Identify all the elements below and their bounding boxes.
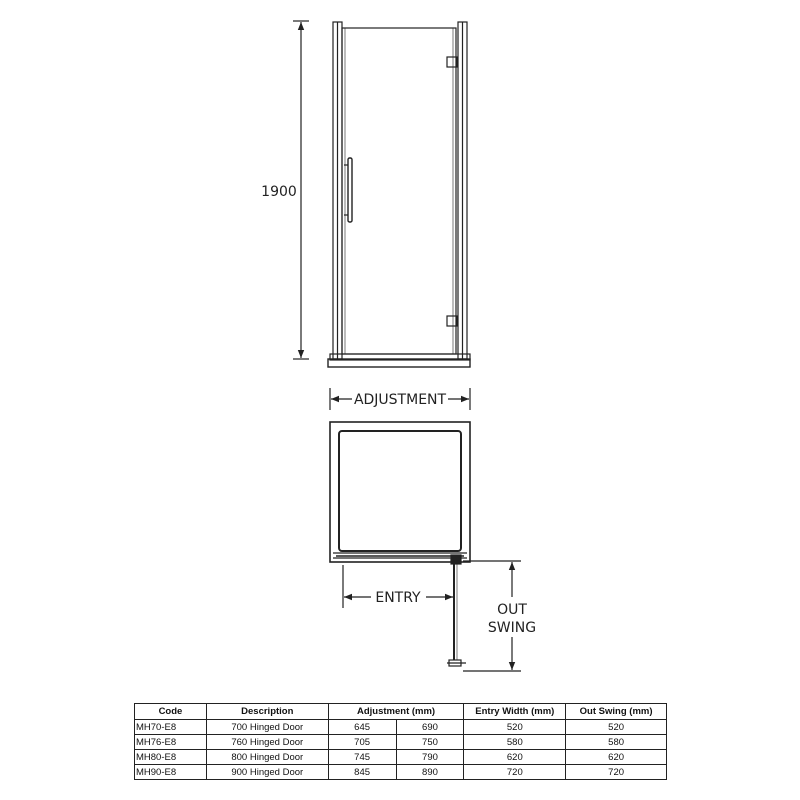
cell-entry-width: 720 xyxy=(464,765,566,780)
cell-entry-width: 520 xyxy=(464,720,566,735)
table-row xyxy=(135,765,667,780)
cell-adjustment-max: 790 xyxy=(396,750,464,765)
cell-description: 760 Hinged Door xyxy=(206,735,328,750)
table-row xyxy=(135,720,667,735)
cell-adjustment-min: 745 xyxy=(328,750,396,765)
cell-out-swing: 620 xyxy=(566,750,667,765)
table-header-row xyxy=(135,704,667,720)
pivot-block xyxy=(451,555,461,564)
cell-code: MH90-E8 xyxy=(135,765,207,780)
cell-description: 700 Hinged Door xyxy=(206,720,328,735)
table-row xyxy=(135,735,667,750)
cell-description: 900 Hinged Door xyxy=(206,765,328,780)
height-label: 1900 xyxy=(261,184,297,200)
cell-adjustment-max: 890 xyxy=(396,765,464,780)
cell-entry-width: 580 xyxy=(464,735,566,750)
cell-adjustment-max: 750 xyxy=(396,735,464,750)
door-glass-panel xyxy=(342,28,456,354)
outswing-label-line2: SWING xyxy=(487,620,537,636)
header-description: Description xyxy=(206,704,328,720)
cell-entry-width: 620 xyxy=(464,750,566,765)
plan-inner-frame xyxy=(339,431,461,551)
plan-outer-frame xyxy=(330,422,470,562)
cell-out-swing: 520 xyxy=(566,720,667,735)
cell-code: MH70-E8 xyxy=(135,720,207,735)
header-adjustment: Adjustment (mm) xyxy=(328,704,464,720)
header-out-swing: Out Swing (mm) xyxy=(566,704,667,720)
front-elevation xyxy=(293,21,470,367)
cell-code: MH80-E8 xyxy=(135,750,207,765)
cell-out-swing: 580 xyxy=(566,735,667,750)
cell-description: 800 Hinged Door xyxy=(206,750,328,765)
cell-out-swing: 720 xyxy=(566,765,667,780)
entry-label: ENTRY xyxy=(375,590,421,606)
cell-adjustment-min: 845 xyxy=(328,765,396,780)
cell-adjustment-min: 645 xyxy=(328,720,396,735)
cell-code: MH76-E8 xyxy=(135,735,207,750)
spec-table xyxy=(134,703,667,780)
outswing-label-line1: OUT xyxy=(497,602,527,618)
cell-adjustment-min: 705 xyxy=(328,735,396,750)
adjustment-label: ADJUSTMENT xyxy=(353,392,447,408)
cell-adjustment-max: 690 xyxy=(396,720,464,735)
header-code: Code xyxy=(135,704,207,720)
door-handle xyxy=(348,158,352,222)
header-entry-width: Entry Width (mm) xyxy=(464,704,566,720)
table-row xyxy=(135,750,667,765)
